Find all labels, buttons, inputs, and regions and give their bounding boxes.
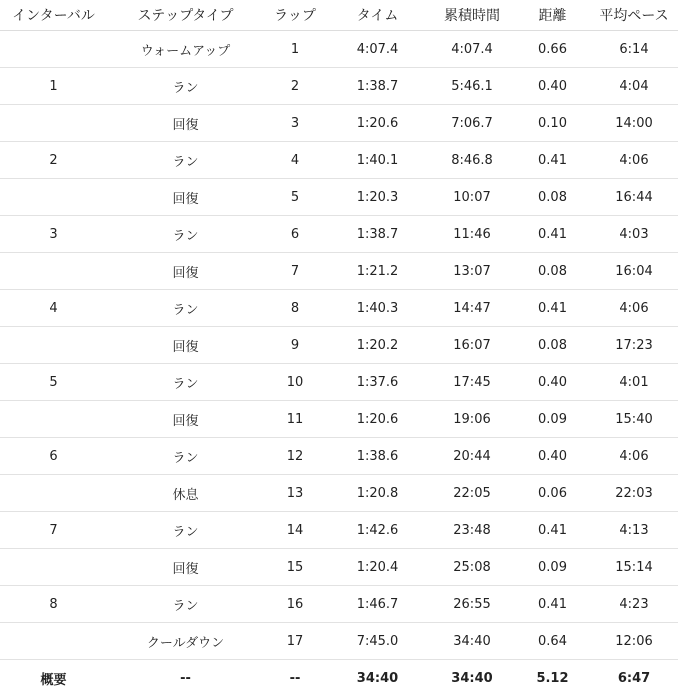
cell-lap: 10 — [264, 364, 326, 401]
table-row — [0, 549, 678, 586]
cell-avg-pace: 15:40 — [590, 401, 678, 438]
cell-avg-pace: 6:14 — [590, 31, 678, 68]
cell-distance: 0.64 — [515, 623, 590, 660]
cell-lap: 2 — [264, 68, 326, 105]
table-row — [0, 512, 678, 549]
header-cumulative-time[interactable]: 累積時間 — [429, 0, 515, 31]
summary-avg-pace: 6:47 — [590, 660, 678, 696]
header-interval[interactable]: インターバル — [0, 0, 107, 31]
table-row — [0, 364, 678, 401]
cell-time: 1:20.6 — [326, 105, 429, 142]
table-row — [0, 216, 678, 253]
cell-lap: 14 — [264, 512, 326, 549]
cell-avg-pace: 4:03 — [590, 216, 678, 253]
cell-lap: 15 — [264, 549, 326, 586]
header-avg-pace[interactable]: 平均ペース — [590, 0, 678, 31]
cell-cumulative-time: 23:48 — [429, 512, 515, 549]
cell-avg-pace: 14:00 — [590, 105, 678, 142]
header-lap[interactable]: ラップ — [264, 0, 326, 31]
cell-cumulative-time: 17:45 — [429, 364, 515, 401]
cell-cumulative-time: 5:46.1 — [429, 68, 515, 105]
summary-time: 34:40 — [326, 660, 429, 696]
cell-distance: 0.41 — [515, 142, 590, 179]
cell-time: 1:20.6 — [326, 401, 429, 438]
cell-interval — [0, 549, 107, 586]
cell-cumulative-time: 11:46 — [429, 216, 515, 253]
cell-interval — [0, 327, 107, 364]
cell-step-type: ラン — [107, 364, 264, 401]
cell-cumulative-time: 10:07 — [429, 179, 515, 216]
cell-step-type: クールダウン — [107, 623, 264, 660]
cell-interval: 3 — [0, 216, 107, 253]
cell-distance: 0.06 — [515, 475, 590, 512]
header-row — [0, 0, 678, 31]
summary-cumulative-time: 34:40 — [429, 660, 515, 696]
cell-avg-pace: 4:23 — [590, 586, 678, 623]
cell-avg-pace: 4:06 — [590, 438, 678, 475]
cell-lap: 11 — [264, 401, 326, 438]
cell-time: 1:20.2 — [326, 327, 429, 364]
cell-distance: 0.10 — [515, 105, 590, 142]
cell-interval: 2 — [0, 142, 107, 179]
cell-time: 1:46.7 — [326, 586, 429, 623]
cell-lap: 17 — [264, 623, 326, 660]
summary-lap: -- — [264, 660, 326, 696]
cell-interval — [0, 475, 107, 512]
cell-interval — [0, 179, 107, 216]
cell-interval — [0, 401, 107, 438]
cell-lap: 13 — [264, 475, 326, 512]
cell-distance: 0.08 — [515, 253, 590, 290]
table-row — [0, 586, 678, 623]
summary-step-type: -- — [107, 660, 264, 696]
cell-cumulative-time: 13:07 — [429, 253, 515, 290]
cell-avg-pace: 4:04 — [590, 68, 678, 105]
cell-interval: 5 — [0, 364, 107, 401]
cell-step-type: ラン — [107, 586, 264, 623]
cell-interval: 7 — [0, 512, 107, 549]
cell-lap: 3 — [264, 105, 326, 142]
cell-step-type: ラン — [107, 290, 264, 327]
header-step-type[interactable]: ステップタイプ — [107, 0, 264, 31]
table-row — [0, 623, 678, 660]
cell-avg-pace: 22:03 — [590, 475, 678, 512]
cell-lap: 7 — [264, 253, 326, 290]
cell-cumulative-time: 4:07.4 — [429, 31, 515, 68]
cell-lap: 6 — [264, 216, 326, 253]
cell-step-type: 回復 — [107, 401, 264, 438]
table-row — [0, 327, 678, 364]
cell-time: 1:40.3 — [326, 290, 429, 327]
cell-step-type: 回復 — [107, 327, 264, 364]
cell-lap: 9 — [264, 327, 326, 364]
cell-time: 1:20.4 — [326, 549, 429, 586]
cell-interval: 1 — [0, 68, 107, 105]
table-row — [0, 253, 678, 290]
cell-avg-pace: 12:06 — [590, 623, 678, 660]
cell-distance: 0.40 — [515, 438, 590, 475]
cell-time: 1:40.1 — [326, 142, 429, 179]
cell-interval — [0, 31, 107, 68]
cell-step-type: 回復 — [107, 253, 264, 290]
header-time[interactable]: タイム — [326, 0, 429, 31]
table-row — [0, 290, 678, 327]
cell-cumulative-time: 22:05 — [429, 475, 515, 512]
cell-avg-pace: 4:01 — [590, 364, 678, 401]
cell-cumulative-time: 16:07 — [429, 327, 515, 364]
summary-label: 概要 — [0, 660, 107, 696]
cell-step-type: 休息 — [107, 475, 264, 512]
cell-cumulative-time: 34:40 — [429, 623, 515, 660]
cell-time: 4:07.4 — [326, 31, 429, 68]
cell-distance: 0.09 — [515, 549, 590, 586]
cell-distance: 0.40 — [515, 68, 590, 105]
table-row — [0, 105, 678, 142]
cell-distance: 0.40 — [515, 364, 590, 401]
cell-step-type: 回復 — [107, 549, 264, 586]
cell-step-type: ラン — [107, 68, 264, 105]
table-row — [0, 68, 678, 105]
cell-interval — [0, 105, 107, 142]
cell-time: 1:38.7 — [326, 68, 429, 105]
cell-distance: 0.66 — [515, 31, 590, 68]
table-row — [0, 401, 678, 438]
cell-time: 1:38.7 — [326, 216, 429, 253]
table-row — [0, 142, 678, 179]
cell-lap: 16 — [264, 586, 326, 623]
table-row — [0, 31, 678, 68]
cell-time: 1:42.6 — [326, 512, 429, 549]
table-row — [0, 438, 678, 475]
cell-avg-pace: 4:06 — [590, 142, 678, 179]
lap-rows — [0, 31, 678, 660]
cell-lap: 1 — [264, 31, 326, 68]
cell-step-type: 回復 — [107, 179, 264, 216]
cell-cumulative-time: 25:08 — [429, 549, 515, 586]
cell-interval — [0, 253, 107, 290]
cell-cumulative-time: 14:47 — [429, 290, 515, 327]
cell-distance: 0.41 — [515, 512, 590, 549]
summary-row — [0, 660, 678, 696]
cell-time: 1:20.8 — [326, 475, 429, 512]
cell-step-type: ラン — [107, 142, 264, 179]
cell-lap: 5 — [264, 179, 326, 216]
cell-step-type: ウォームアップ — [107, 31, 264, 68]
cell-avg-pace: 17:23 — [590, 327, 678, 364]
cell-avg-pace: 16:04 — [590, 253, 678, 290]
cell-distance: 0.08 — [515, 327, 590, 364]
cell-lap: 4 — [264, 142, 326, 179]
cell-distance: 0.41 — [515, 216, 590, 253]
cell-cumulative-time: 19:06 — [429, 401, 515, 438]
cell-lap: 8 — [264, 290, 326, 327]
cell-interval — [0, 623, 107, 660]
cell-interval: 6 — [0, 438, 107, 475]
cell-distance: 0.41 — [515, 586, 590, 623]
summary-distance: 5.12 — [515, 660, 590, 696]
cell-cumulative-time: 26:55 — [429, 586, 515, 623]
cell-avg-pace: 4:13 — [590, 512, 678, 549]
cell-interval: 4 — [0, 290, 107, 327]
table-row — [0, 179, 678, 216]
cell-avg-pace: 15:14 — [590, 549, 678, 586]
cell-time: 7:45.0 — [326, 623, 429, 660]
cell-time: 1:21.2 — [326, 253, 429, 290]
cell-interval: 8 — [0, 586, 107, 623]
cell-time: 1:37.6 — [326, 364, 429, 401]
cell-avg-pace: 16:44 — [590, 179, 678, 216]
cell-step-type: 回復 — [107, 105, 264, 142]
cell-step-type: ラン — [107, 438, 264, 475]
table-row — [0, 475, 678, 512]
cell-cumulative-time: 20:44 — [429, 438, 515, 475]
cell-time: 1:38.6 — [326, 438, 429, 475]
cell-step-type: ラン — [107, 512, 264, 549]
cell-lap: 12 — [264, 438, 326, 475]
cell-avg-pace: 4:06 — [590, 290, 678, 327]
cell-step-type: ラン — [107, 216, 264, 253]
cell-cumulative-time: 8:46.8 — [429, 142, 515, 179]
cell-distance: 0.41 — [515, 290, 590, 327]
cell-cumulative-time: 7:06.7 — [429, 105, 515, 142]
cell-distance: 0.08 — [515, 179, 590, 216]
header-distance[interactable]: 距離 — [515, 0, 590, 31]
cell-distance: 0.09 — [515, 401, 590, 438]
cell-time: 1:20.3 — [326, 179, 429, 216]
